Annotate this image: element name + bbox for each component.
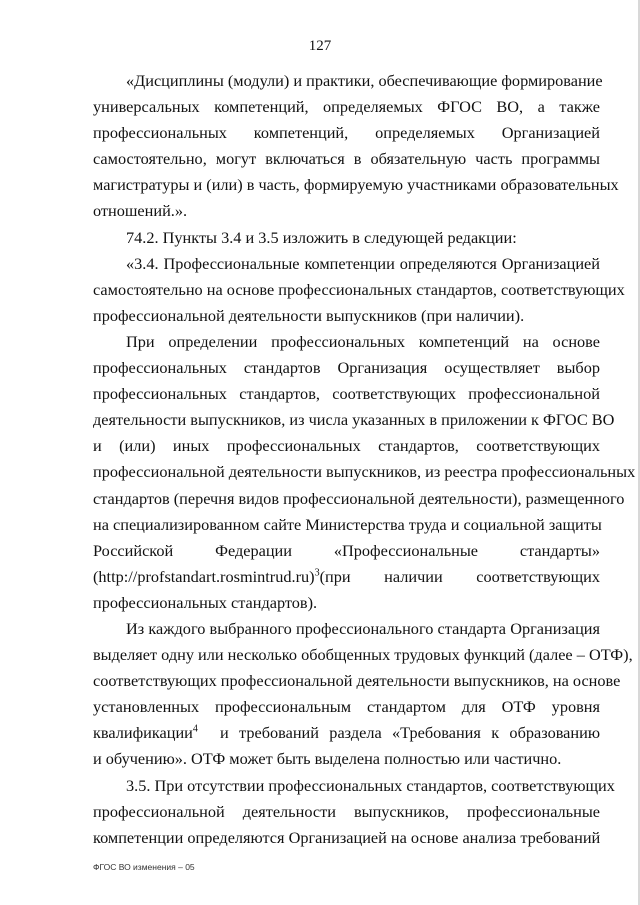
text-line: «Дисциплины (модули) и практики, обеспечивающие формирование	[126, 71, 603, 90]
text-line: самостоятельно, могут включаться в обязательную часть программы	[93, 149, 600, 169]
text-line-with-footnote	[93, 564, 600, 590]
text-line: 3.5. При отсутствии профессиональных стандартов, соответствующих	[126, 775, 615, 795]
text-line: профессиональной деятельности выпускников (при наличии).	[93, 305, 525, 325]
text-line: магистратуры и (или) в часть, формируемую участниками образовательных	[93, 175, 619, 195]
text-line: и (или) иных профессиональных стандартов, соответствующих	[93, 436, 600, 456]
text-line: профессиональных стандартов, соответствующих профессиональной	[93, 384, 600, 404]
footer-note: ФГОС ВО изменения – 05	[93, 862, 195, 872]
text-line: профессиональных стандартов Организация осуществляет выбор	[93, 358, 600, 378]
text-line: компетенции определяются Организацией на основе анализа требований	[93, 827, 601, 847]
text-line-with-footnote	[93, 720, 600, 746]
text-line: Российской Федерации «Профессиональные стандарты»	[93, 540, 600, 560]
document-body	[93, 68, 636, 851]
text-line: «3.4. Профессиональные компетенции определяются Организацией	[126, 253, 600, 273]
text-line: При определении профессиональных компетенций на основе	[126, 331, 600, 351]
text-line: выделяет одну или несколько обобщенных трудовых функций (далее – ОТФ),	[93, 645, 633, 665]
text-line: и обучению». ОТФ может быть выделена полностью или частично.	[93, 749, 562, 769]
line-continuation: (при наличии соответствующих	[319, 566, 600, 586]
text-line: 74.2. Пункты 3.4 и 3.5 изложить в следующей редакции:	[126, 227, 517, 247]
text-line: самостоятельно на основе профессиональных стандартов, соответствующих	[93, 279, 625, 299]
text-line: профессиональной деятельности выпускников, профессиональные	[93, 801, 600, 821]
line-continuation: и требований раздела «Требования к образованию	[220, 723, 600, 743]
text-line: Из каждого выбранного профессионального стандарта Организация	[126, 618, 600, 638]
footnote-ref: 3	[314, 567, 320, 579]
text-line: соответствующих профессиональной деятельности выпускников, на основе	[93, 671, 621, 691]
text-line: отношений.».	[93, 201, 188, 221]
text-line: профессиональных компетенций, определяемых Организацией	[93, 123, 600, 143]
text-line: профессиональных стандартов).	[93, 592, 318, 612]
link-text: (http://profstandart.rosmintrud.ru)$^3$	[93, 566, 320, 586]
footnote-ref: 4	[192, 723, 198, 735]
page-number: 127	[308, 38, 332, 54]
text-line: универсальных компетенций, определяемых ФГОС ВО, а также	[93, 97, 600, 117]
text-line: на специализированном сайте Министерства труда и социальной защиты	[93, 514, 602, 534]
text-line: деятельности выпускников, из числа указанных в приложении к ФГОС ВО	[93, 410, 615, 430]
text-line: установленных профессиональным стандартом для ОТФ уровня	[93, 697, 600, 717]
qualification-text: квалификации$^4$	[93, 723, 198, 743]
text-line: профессиональной деятельности выпускников, из реестра профессиональных	[93, 462, 636, 482]
text-line: стандартов (перечня видов профессиональной деятельности), размещенного	[93, 488, 625, 508]
